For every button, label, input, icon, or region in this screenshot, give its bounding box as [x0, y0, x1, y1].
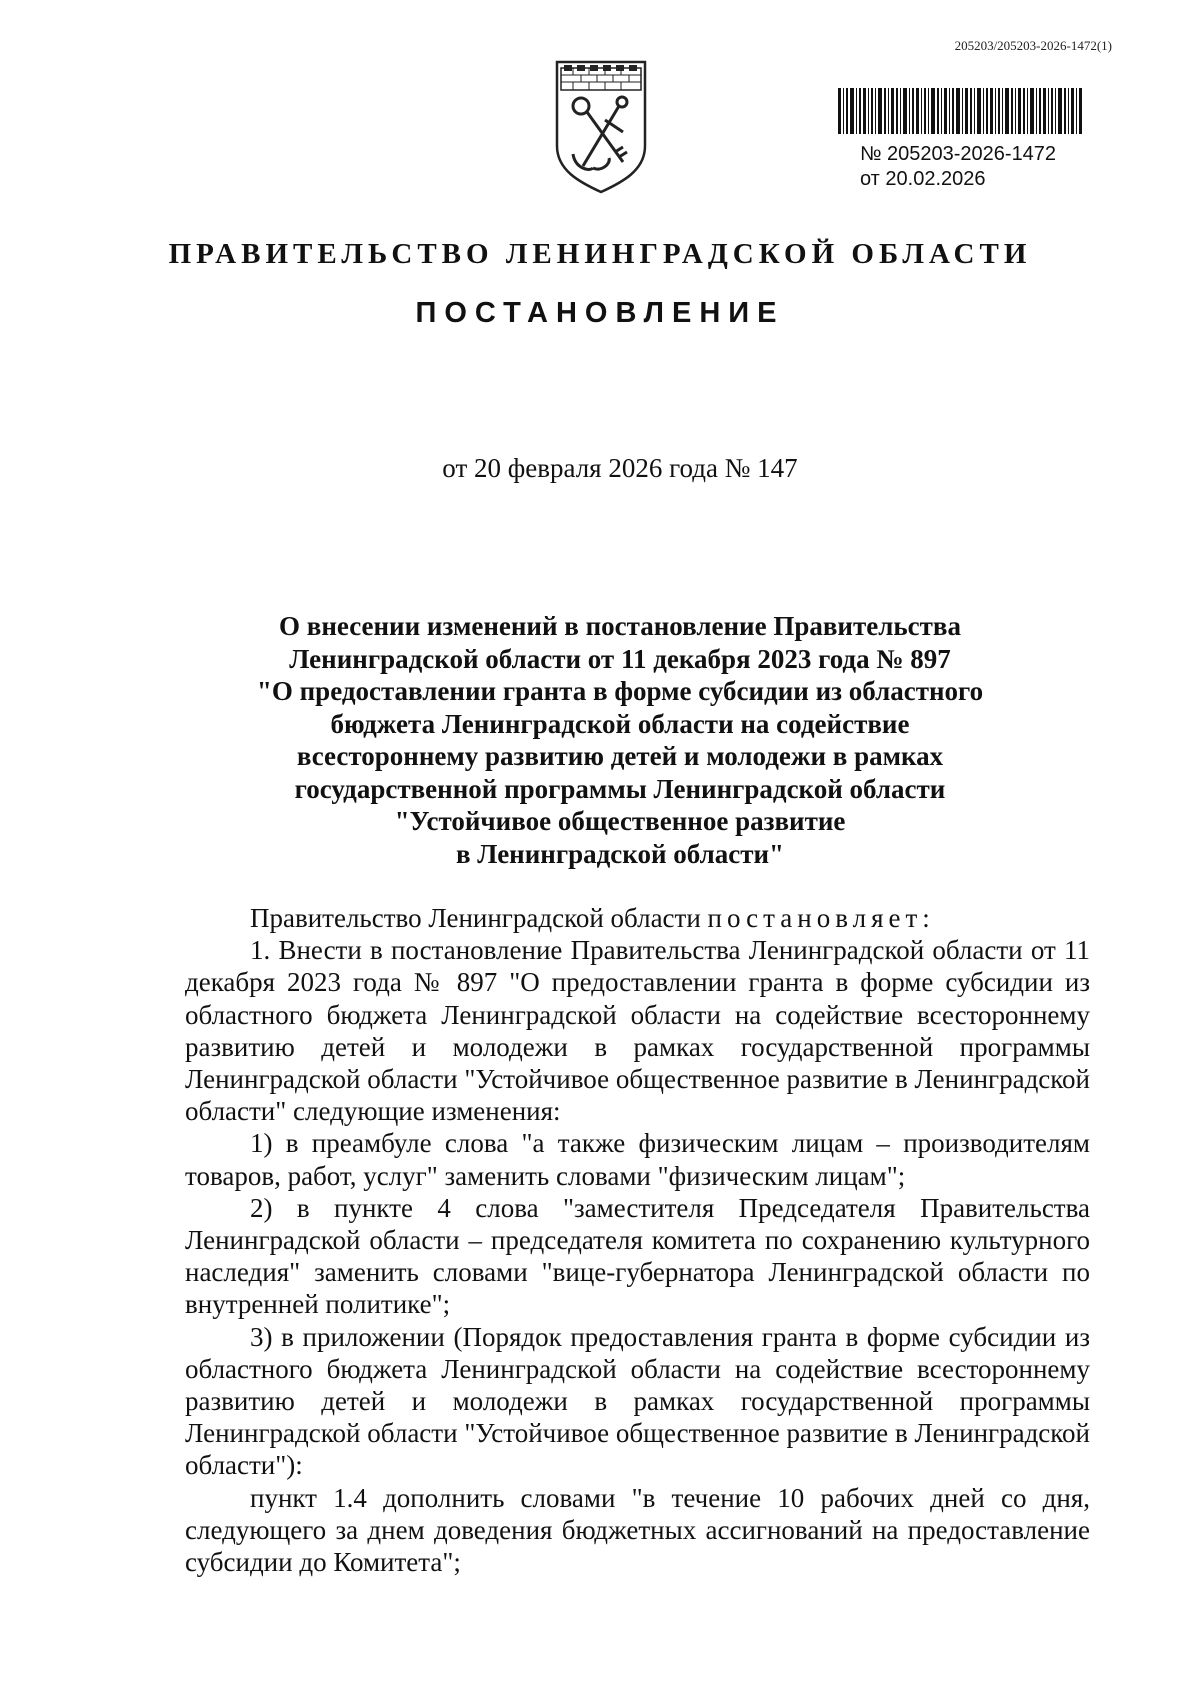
subject-line: государственной программы Ленинградской области [294, 773, 946, 804]
document-date-number: от 20 февраля 2026 года № 147 [442, 453, 798, 483]
registration-date: от 20.02.2026 [860, 168, 986, 190]
paragraph-1-1: 1) в преамбуле слова "а также физическим лицам – производителям товаров, работ, услуг" заменить словами "физическим лицам"; [185, 1128, 1090, 1191]
subject-line: бюджета Ленинградской области на содействие [330, 708, 910, 739]
intro-prefix: Правительство Ленинградской области [250, 903, 701, 933]
paragraph-1-3-point-1-4: пункт 1.4 дополнить словами "в течение 10 рабочих дней со дня, следующего за днем доведения бюджетных ассигнований на предоставление субсидии до Комитета"; [185, 1482, 1090, 1578]
subject-line: Ленинградской области от 11 декабря 2023 года № 897 [289, 643, 951, 674]
document-subject [180, 610, 1060, 870]
document-type: ПОСТАНОВЛЕНИЕ [415, 297, 785, 329]
government-title: ПРАВИТЕЛЬСТВО ЛЕНИНГРАДСКОЙ ОБЛАСТИ [168, 238, 1032, 270]
paragraph-1-2: 2) в пункте 4 слова "заместителя Председателя Правительства Ленинградской области – председателя комитета по сохранению культурного наследия" заменить словами "вице-губернатора Ленинградской области по внутренней политике"; [185, 1192, 1090, 1320]
subject-line: "О предоставлении гранта в форме субсидии из областного [256, 676, 984, 706]
subject-line: О внесении изменений в постановление Правительства [279, 611, 961, 641]
subject-line: "Устойчивое общественное развитие [394, 806, 846, 836]
subject-line: всестороннему развитию детей и молодежи в рамках [296, 741, 944, 771]
leningrad-oblast-coat-of-arms-icon [553, 58, 649, 196]
registration-number: № 205203-2026-1472 [860, 143, 1057, 165]
document-body [185, 902, 1090, 1578]
paragraph-1: 1. Внести в постановление Правительства Ленинградской области от 11 декабря 2023 года № 897 "О предоставлении гранта в форме субсидии из областного бюджета Ленинградской области на содействие всестороннему развитию детей и молодежи в рамках государственной программы Ленинградской области "Устойчивое общественное развитие в Ленинградской области" следующие изменения: [185, 935, 1090, 1127]
barcode-icon [838, 88, 1082, 134]
paragraph-1-3: 3) в приложении (Порядок предоставления гранта в форме субсидии из областного бюджета Ленинградской области на содействие всестороннему развитию детей и молодежи в рамках государственной программы Ленинградской области "Устойчивое общественное развитие в Ленинградской области"): [185, 1321, 1090, 1481]
intro-resolves: постановляет: [707, 903, 935, 933]
document-code: 205203/205203-2026-1472(1) [954, 38, 1112, 53]
subject-line: в Ленинградской области" [455, 838, 785, 869]
resolution-intro [185, 902, 1090, 934]
